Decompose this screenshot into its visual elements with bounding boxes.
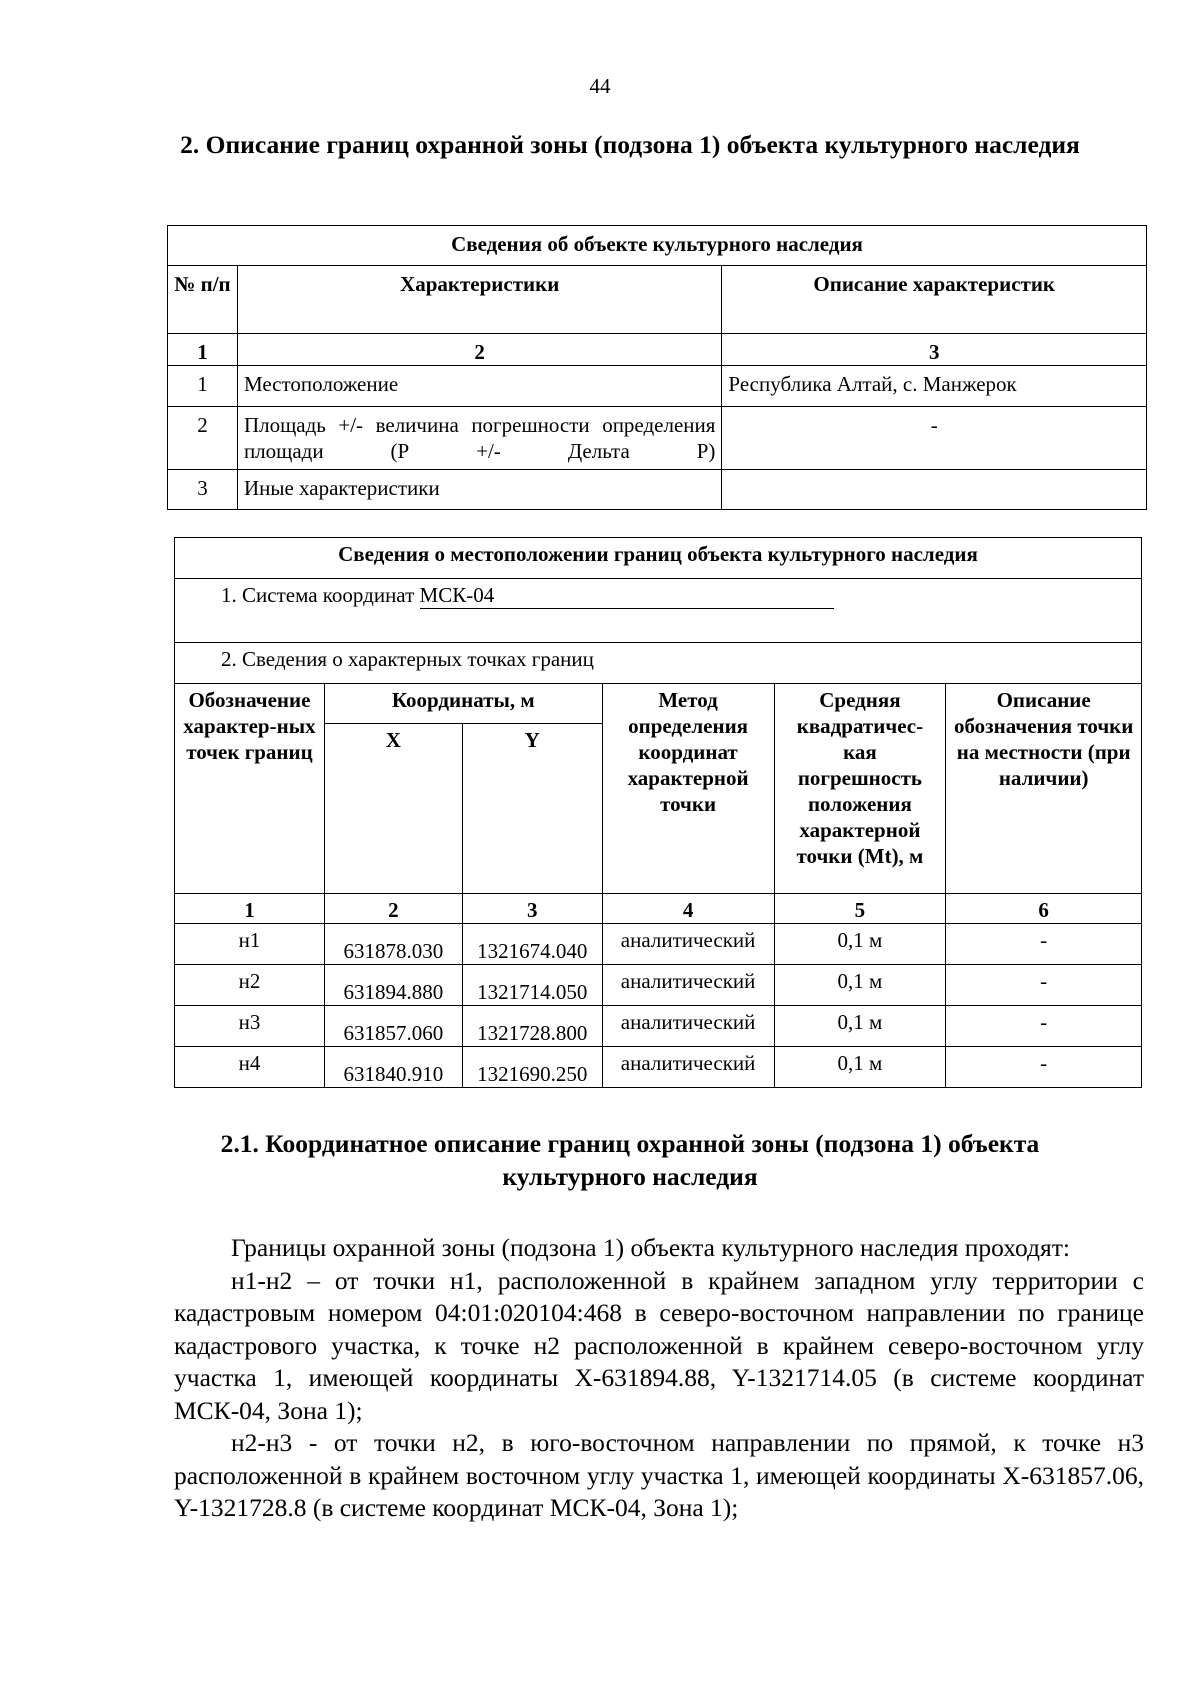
index-cell: 3 xyxy=(722,334,1147,366)
table-row xyxy=(175,1047,1142,1088)
paragraph: Границы охранной зоны (подзона 1) объекта культурного наследия проходят: xyxy=(231,1233,1070,1262)
method: аналитический xyxy=(602,924,774,965)
coord-y: 1321728.800 xyxy=(462,1006,602,1047)
characteristic-value: Республика Алтай, с. Манжерок xyxy=(722,366,1147,407)
point-designation: н2 xyxy=(175,965,325,1006)
characteristic: Площадь +/- величина погрешности определения площади (Р +/- Дельта Р) xyxy=(237,407,721,470)
column-header-x: X xyxy=(324,724,462,894)
column-header: Обозначение характер-ных точек границ xyxy=(175,684,325,894)
description: - xyxy=(946,1047,1142,1088)
index-cell: 3 xyxy=(462,894,602,924)
coordinate-system-label: 1. Система координат xyxy=(221,583,415,607)
page-number: 44 xyxy=(589,74,611,98)
index-cell: 1 xyxy=(168,334,238,366)
table-row xyxy=(168,407,1147,470)
coord-x: 631878.030 xyxy=(324,924,462,965)
point-designation: н4 xyxy=(175,1047,325,1088)
column-header: Метод определения координат характерной точки xyxy=(602,684,774,894)
characteristic-value xyxy=(722,470,1147,510)
paragraph: н2-н3 - от точки н2, в юго-восточном направлении по прямой, к точке н3 расположенной в крайнем восточном углу участка 1, имеющей координаты X-631857.06, Y-1321728.8 (в системе координат МСК-04, Зона 1); xyxy=(174,1428,1144,1522)
table-row xyxy=(168,366,1147,407)
boundary-location-table xyxy=(174,537,1142,1088)
index-cell: 5 xyxy=(774,894,946,924)
index-cell: 1 xyxy=(175,894,325,924)
error: 0,1 м xyxy=(774,965,946,1006)
description: - xyxy=(946,924,1142,965)
subsection-heading: 2.1. Координатное описание границ охранной зоны (подзона 1) объекта культурного наследия xyxy=(220,1129,1040,1191)
table-row xyxy=(175,1006,1142,1047)
error: 0,1 м xyxy=(774,1006,946,1047)
point-designation: н1 xyxy=(175,924,325,965)
index-cell: 4 xyxy=(602,894,774,924)
method: аналитический xyxy=(602,1006,774,1047)
coord-x: 631894.880 xyxy=(324,965,462,1006)
characteristic: Иные характеристики xyxy=(237,470,721,510)
column-header: Описание обозначения точки на местности (при наличии) xyxy=(946,684,1142,894)
column-header: Описание характеристик xyxy=(722,266,1147,334)
coord-x: 631857.060 xyxy=(324,1006,462,1047)
method: аналитический xyxy=(602,965,774,1006)
coordinate-system-value: МСК-04 xyxy=(420,582,834,609)
coord-y: 1321690.250 xyxy=(462,1047,602,1088)
coord-x: 631840.910 xyxy=(324,1047,462,1088)
table-row xyxy=(168,470,1147,510)
column-header: Средняя квадратичес-кая погрешность положения характерной точки (Mt), м xyxy=(774,684,946,894)
method: аналитический xyxy=(602,1047,774,1088)
table-title: Сведения о местоположении границ объекта культурного наследия xyxy=(175,538,1142,579)
row-number: 1 xyxy=(168,366,238,407)
paragraph: н1-н2 – от точки н1, расположенной в крайнем западном углу территории с кадастровым номером 04:01:020104:468 в северо-восточном направлении по границе кадастрового участка, к точке н2 расположенной в крайнем северо-восточном углу участка 1, имеющей координаты X-631894.88, Y-1321714.05 (в системе координат МСК-04, Зона 1); xyxy=(174,1265,1144,1425)
coordinate-system xyxy=(175,579,1142,643)
coord-y: 1321674.040 xyxy=(462,924,602,965)
body-text xyxy=(174,1232,1144,1525)
description: - xyxy=(946,1006,1142,1047)
error: 0,1 м xyxy=(774,924,946,965)
column-header-y: Y xyxy=(462,724,602,894)
section-heading: 2. Описание границ охранной зоны (подзона 1) объекта культурного наследия xyxy=(180,130,1080,159)
column-header: Координаты, м xyxy=(324,684,602,724)
index-cell: 2 xyxy=(237,334,721,366)
column-header: Характеристики xyxy=(237,266,721,334)
heritage-object-table xyxy=(167,225,1147,510)
table-title: Сведения об объекте культурного наследия xyxy=(168,226,1147,266)
points-label: 2. Сведения о характерных точках границ xyxy=(175,643,1142,684)
characteristic: Местоположение xyxy=(237,366,721,407)
row-number: 2 xyxy=(168,407,238,470)
coord-y: 1321714.050 xyxy=(462,965,602,1006)
column-header: № п/п xyxy=(168,266,238,334)
description: - xyxy=(946,965,1142,1006)
index-cell: 6 xyxy=(946,894,1142,924)
table-row xyxy=(175,965,1142,1006)
index-cell: 2 xyxy=(324,894,462,924)
row-number: 3 xyxy=(168,470,238,510)
point-designation: н3 xyxy=(175,1006,325,1047)
error: 0,1 м xyxy=(774,1047,946,1088)
characteristic-value: - xyxy=(722,407,1147,470)
table-row xyxy=(175,924,1142,965)
